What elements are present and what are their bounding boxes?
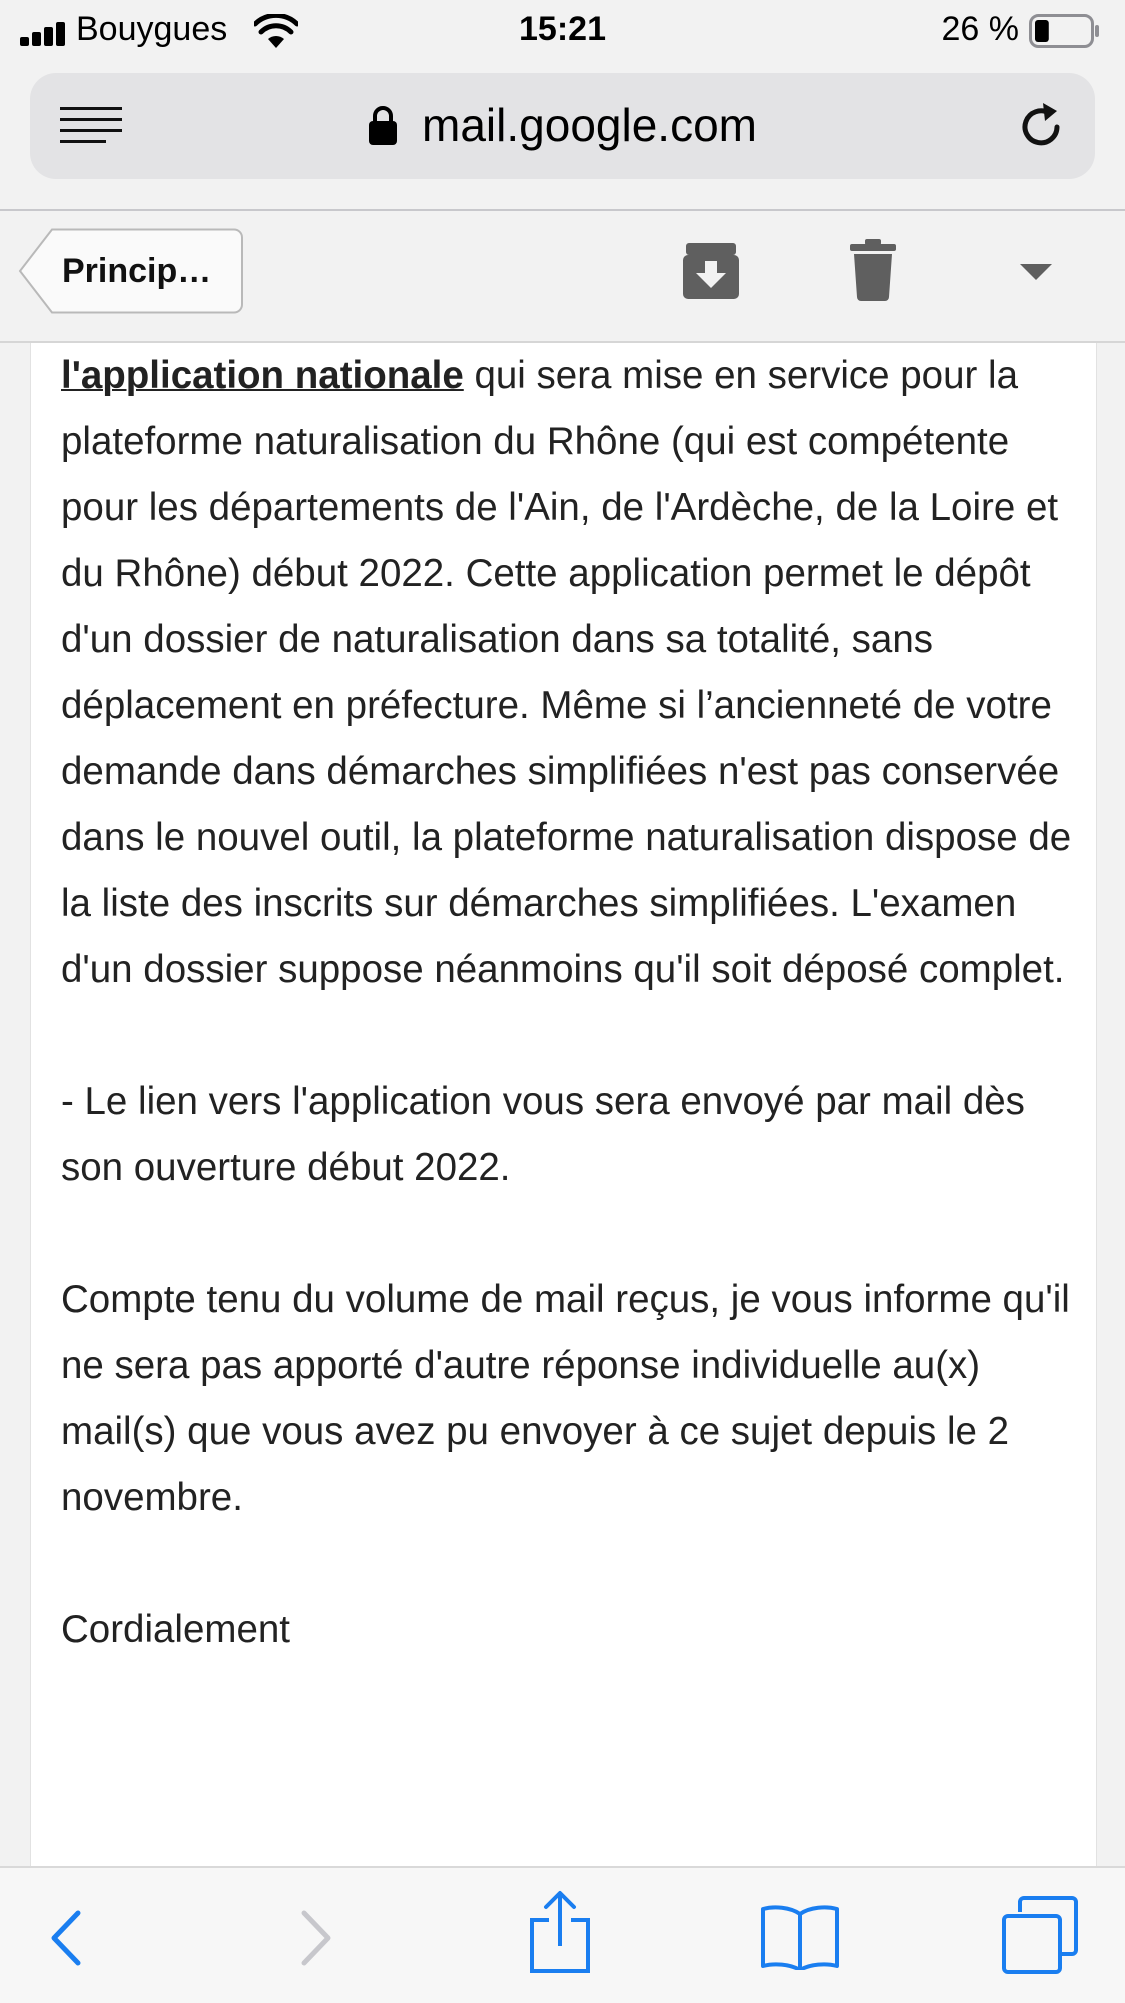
application-link[interactable]: l'application nationale xyxy=(61,354,464,397)
email-body-card xyxy=(30,343,1097,1866)
chevron-right-icon[interactable] xyxy=(300,1910,332,1966)
reload-icon[interactable] xyxy=(1015,101,1067,153)
url-text: mail.google.com xyxy=(422,99,757,151)
email-closing: Cordialement xyxy=(61,1608,290,1651)
safari-bottom-toolbar xyxy=(0,1866,1125,2003)
email-paragraph-1-text: qui sera mise en service pour la plateforme naturalisation du Rhône (qui est compétente pour les départements de l'Ain, de l'Ardèche, de la Loire et du Rhône) début 2022. Cette application permet le dépôt d'un dossier de naturalisation dans sa totalité, sans déplacement en préfecture. Même si l’ancienneté de votre demande dans démarches simplifiées n'est pas conservée dans le nouvel outil, la plateforme naturalisation dispose de la liste des inscrits sur démarches simplifiées. L'examen d'un dossier suppose néanmoins qu'il soit déposé complet. xyxy=(61,354,1072,991)
share-icon[interactable] xyxy=(529,1890,591,1974)
lock-icon xyxy=(368,104,398,146)
battery-icon xyxy=(1029,14,1101,48)
book-icon[interactable] xyxy=(760,1904,840,1970)
email-paragraph-3: Compte tenu du volume de mail reçus, je vous informe qu'il ne sera pas apporté d'autre réponse individuelle au(x) mail(s) que vous avez pu envoyer à ce sujet depuis le 2 novembre. xyxy=(61,1278,1070,1519)
carrier-name: Bouygues xyxy=(76,10,228,48)
email-paragraph-2: - Le lien vers l'application vous sera envoyé par mail dès son ouverture début 2022. xyxy=(61,1080,1025,1189)
trash-icon[interactable] xyxy=(850,239,896,301)
caret-down-icon[interactable] xyxy=(1020,264,1052,280)
chevron-left-icon[interactable] xyxy=(50,1910,82,1966)
clock: 15:21 xyxy=(519,10,606,48)
back-button-label: Princip… xyxy=(62,252,212,290)
battery-percentage: 26 % xyxy=(941,10,1019,48)
back-to-inbox-button[interactable] xyxy=(18,228,244,314)
status-bar xyxy=(0,0,1125,64)
address-bar[interactable] xyxy=(30,73,1095,179)
email-paragraph-1 xyxy=(61,343,1091,1003)
email-body xyxy=(61,343,1091,1663)
url-display[interactable] xyxy=(30,98,1095,152)
archive-icon[interactable] xyxy=(682,241,740,301)
gmail-toolbar xyxy=(0,211,1125,343)
tabs-icon[interactable] xyxy=(1000,1896,1080,1976)
